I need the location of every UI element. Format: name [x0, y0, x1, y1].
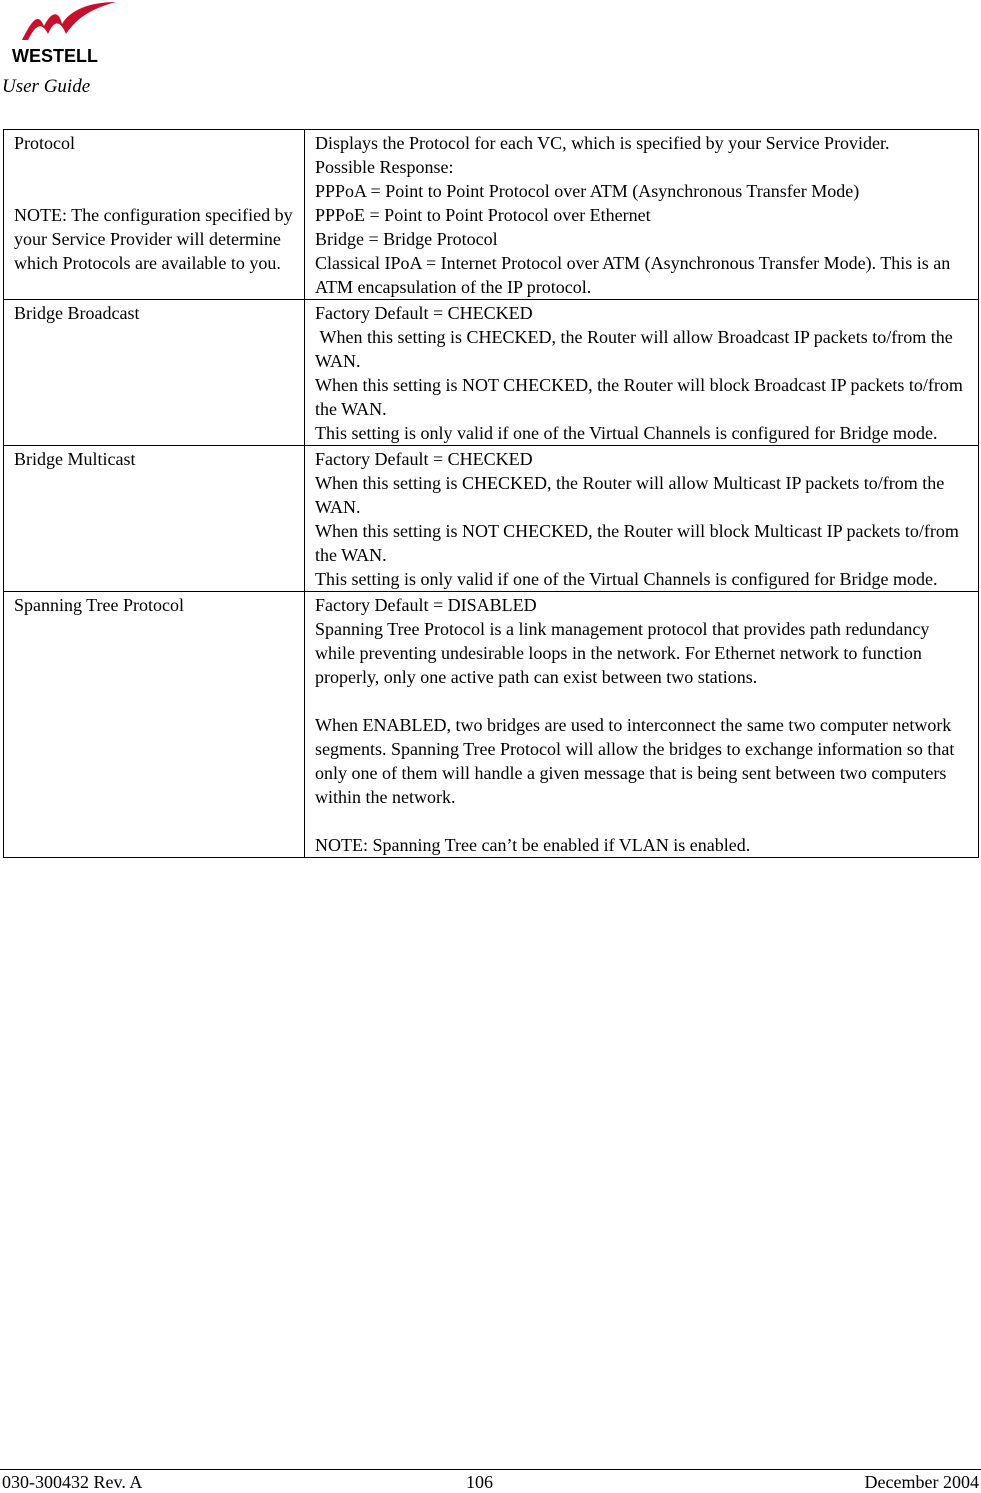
description-line: Displays the Protocol for each VC, which is specified by your Service Provider. [315, 133, 890, 153]
parameter-description-cell [305, 446, 979, 592]
footer-date: December 2004 [864, 1472, 979, 1492]
description-line: Spanning Tree Protocol is a link management protocol that provides path redundancy while preventing undesirable loops in the network. For Ethernet network to function properly, only one active path can exist between two stations. [315, 619, 934, 687]
description-line: Bridge = Bridge Protocol [315, 229, 498, 249]
table-row [4, 446, 979, 592]
table-row [4, 592, 979, 858]
parameter-name-cell [4, 446, 305, 592]
footer-doc-number: 030-300432 Rev. A [2, 1472, 143, 1492]
description-line: NOTE: Spanning Tree can’t be enabled if VLAN is enabled. [315, 835, 751, 855]
logo-wordmark: WESTELL [12, 46, 98, 66]
parameter-description-cell [305, 130, 979, 300]
description-line: Factory Default = CHECKED [315, 449, 533, 469]
description-line: This setting is only valid if one of the Virtual Channels is configured for Bridge mode. [315, 423, 938, 443]
table-row [4, 300, 979, 446]
description-line: When this setting is NOT CHECKED, the Router will block Broadcast IP packets to/from the WAN. [315, 375, 968, 419]
parameter-name: Bridge Broadcast [14, 303, 140, 323]
description-line: This setting is only valid if one of the Virtual Channels is configured for Bridge mode. [315, 569, 938, 589]
description-line: When this setting is CHECKED, the Router will allow Multicast IP packets to/from the WAN. [315, 473, 949, 517]
user-guide-label: User Guide [2, 76, 91, 97]
footer-page-number: 106 [466, 1472, 493, 1492]
description-line: When this setting is NOT CHECKED, the Router will block Multicast IP packets to/from the WAN. [315, 521, 964, 565]
parameter-name-cell [4, 592, 305, 858]
parameter-name-cell [4, 300, 305, 446]
description-line: Possible Response: [315, 157, 454, 177]
description-line: Factory Default = DISABLED [315, 595, 537, 615]
parameter-name: Bridge Multicast [14, 449, 136, 469]
parameter-table [3, 129, 979, 858]
table-row [4, 130, 979, 300]
description-line: When this setting is CHECKED, the Router will allow Broadcast IP packets to/from the WAN. [315, 327, 957, 371]
parameter-name: Protocol [14, 133, 75, 153]
description-line: PPPoA = Point to Point Protocol over ATM (Asynchronous Transfer Mode) [315, 181, 860, 201]
description-line: Factory Default = CHECKED [315, 303, 533, 323]
parameter-name-cell [4, 130, 305, 300]
logo-swoosh [22, 2, 116, 40]
footer-rule [0, 1469, 981, 1470]
description-line: Classical IPoA = Internet Protocol over ATM (Asynchronous Transfer Mode). This is an ATM encapsulation of the IP protocol. [315, 253, 954, 297]
description-line: When ENABLED, two bridges are used to interconnect the same two computer network segments. Spanning Tree Protocol will allow the bridges to exchange information so that only one of them will handle a given message that is being sent between two computers within the network. [315, 715, 959, 807]
parameter-name: Spanning Tree Protocol [14, 595, 185, 615]
westell-logo-mark [8, 0, 120, 66]
westell-logo [8, 0, 120, 66]
description-line: PPPoE = Point to Point Protocol over Ethernet [315, 205, 651, 225]
parameter-description-cell [305, 300, 979, 446]
parameter-note: NOTE: The configuration specified by your Service Provider will determine which Protocols are available to you. [14, 205, 298, 273]
parameter-description-cell [305, 592, 979, 858]
